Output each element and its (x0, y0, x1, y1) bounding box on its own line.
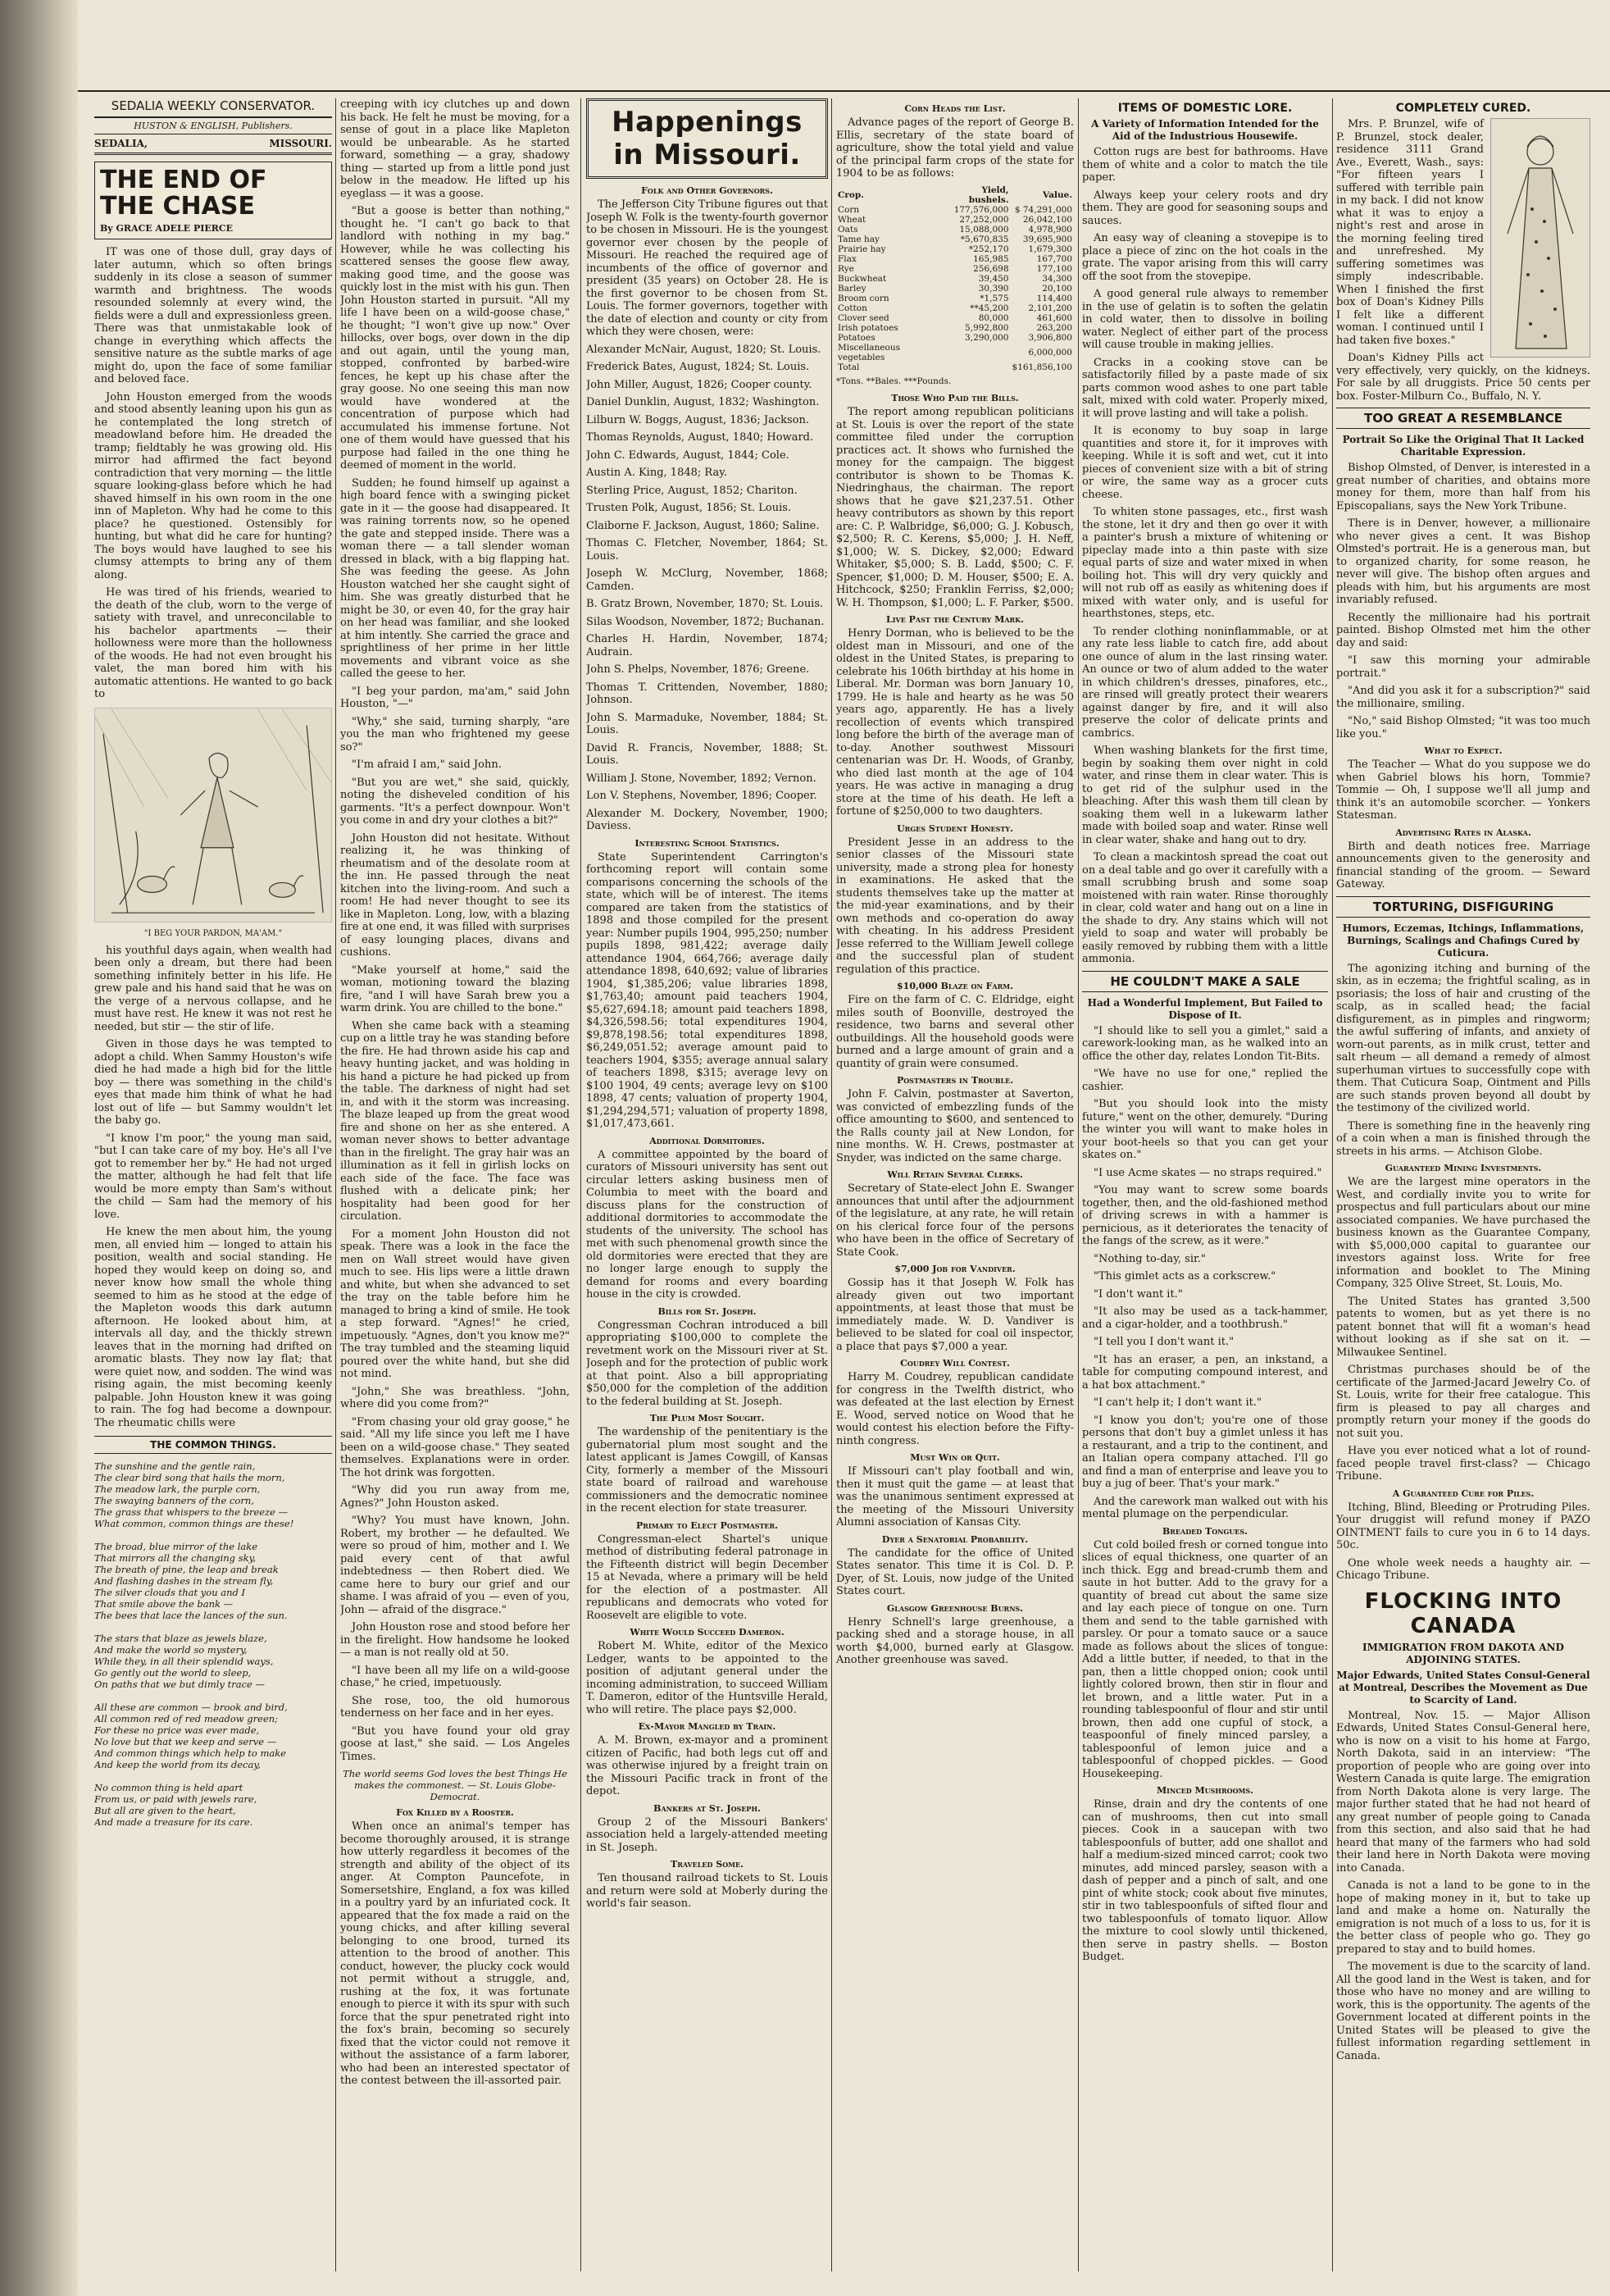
article-paragraph: A committee appointed by the board of curators of Missouri university has sent out circular letters asking business men of Columbia to meet with the board and discuss plans for the construction of additional dormitories to accommodate the students of the university. The school has met with such phenomenal growth since the old dormitories were erected that they are no longer large enough to supply the demand for rooms and every boarding house in the city is crowded. (586, 1148, 828, 1301)
sale-paragraph: "I tell you I don't want it." (1094, 1336, 1235, 1348)
article-heading: Will Retain Several Clerks. (887, 1169, 1023, 1180)
article-paragraph: Frederick Bates, August, 1824; St. Louis. (586, 361, 810, 373)
ad-paragraph: Mrs. P. Brunzel, wife of P. Brunzel, stock dealer, residence 3111 Grand Ave., Everett, Wash., says: "For fifteen years I suffered with terrible pain in my back. I did not know what it was to enjoy a night's rest and arose in the morning feeling tired and unrefreshed. My suffering sometimes was simply indescribable. When I finished the first box of Doan's Kidney Pills I felt like a different woman. I continued until I had taken five boxes." (1336, 118, 1484, 347)
article-paragraph: Advance pages of the report of George B. Ellis, secretary of the state board of agriculture, show the total yield and value of the principal farm crops of the state for 1904 to be as follows: (836, 116, 1074, 180)
crop-cell: 39,450 (978, 273, 1009, 284)
story-paragraph: IT was one of those dull, gray days of later autumn, which so often brings suddenly in its close a season of summer warmth and brightness. The woods resounded solemnly at every wind, the fields were a dull and expressionless green. There was that unmistakable look of change in everything which affects the sensitive nature as the subtle marks of age might do, upon the face of some familiar and beloved face. (94, 246, 332, 385)
article-paragraph: Trusten Polk, August, 1856; St. Louis. (586, 502, 792, 514)
story-paragraph: "I have been all my life on a wild-goose chase," he cried, impetuously. (340, 1664, 570, 1689)
article-heading: Traveled Some. (671, 1859, 744, 1870)
crop-cell: 20,100 (1042, 283, 1072, 294)
resemblance-paragraph: Bishop Olmsted, of Denver, is interested in a great number of charities, and obtains more money for them, more than half from his Episcopalians, says the New York Tribune. (1336, 462, 1590, 512)
article-paragraph: Alexander M. Dockery, November, 1900; Daviess. (586, 807, 828, 832)
story-paragraph: his youthful days again, when wealth had been only a dream, but there had been something infinitely better in his life. He grew pale and his hand said that he was on the verge of a nervous collapse, and he must have rest. He knew it was not rest he needed, but stir — the stir of life. (94, 944, 332, 1033)
story-paragraph: For a moment John Houston did not speak. There was a look in the face the men on Wall street would have given much to see. His lips were a little drawn and white, but when she advanced to set the tray on the table before him he managed to bring a kind of smile. He took a step forward. "Agnes!" he cried, impetuously. "Agnes, don't you know me?" The tray tumbled and the steaming liquid poured over the white hand, but she did not mind. (340, 1228, 570, 1380)
article-heading: Advertising Rates in Alaska. (1395, 827, 1531, 838)
article-paragraph: Fire on the farm of C. C. Eldridge, eight miles south of Boonville, destroyed the residence, two barns and several other outbuildings. All the household goods were burned and a large amount of grain and a quantity of grain were consumed. (836, 994, 1074, 1070)
domestic-lore-list (1082, 146, 1328, 966)
sayings-quote: The world seems God loves the best Things He makes the commonest. — St. Louis Globe-Democrat. (343, 1768, 567, 1802)
sale-paragraph: And the carework man walked out with his mental plumage on the perpendicular. (1082, 1495, 1328, 1520)
flocking-heading: FLOCKING INTO CANADA (1364, 1588, 1562, 1638)
section-banner-box (586, 98, 828, 179)
resemblance-paragraph: "No," said Bishop Olmsted; "it was too much like you." (1336, 715, 1590, 740)
lore-paragraph: When washing blankets for the first time, begin by soaking them over night in cold water, and rinse them in clear water. This is to get rid of the sulphur used in the bleaching. After this wash them till clean by soaking them well in a lukewarm lather made with boiled soap and water. Rinse well in clear water, shake and hang out to dry. (1082, 745, 1328, 846)
crop-col-header: Value. (1043, 189, 1072, 200)
recipe-paragraph: Rinse, drain and dry the contents of one can of mushrooms, then cut into small pieces. Cook in a saucepan with two tablespoonfuls of butter, add one shallot and half a medium-sized minced carrot; cook two minutes, add minced parsley, season with a dash of pepper and a pinch of salt, and one pint of white stock; cook about five minutes, stir in two tablespoonfuls of sifted flour and two tablespoonfuls of tomato liquor. Allow the mixture to cool slowly until thickened, then serve in pastry shells. — Boston Budget. (1082, 1798, 1328, 1963)
column-rule (335, 98, 336, 2271)
article-heading: Ex-Mayor Mangled by Train. (638, 1721, 776, 1732)
crop-cell: Cotton (838, 303, 867, 313)
crop-cell: Wheat (838, 214, 866, 225)
article-heading: Corn Heads the List. (904, 103, 1006, 114)
crop-table (836, 185, 1074, 372)
article-heading: $10,000 Blaze on Farm. (897, 981, 1013, 991)
lore-paragraph: A good general rule always to remember in the use of gelatin is to soften the gelatin in cold water, then to dissolve in boiling water. Neglect of either part of the process will cause trouble in making jellies. (1082, 288, 1328, 351)
story-title-box (94, 162, 332, 239)
crop-cell: 5,992,800 (965, 322, 1009, 333)
crop-cell: $ 74,291,000 (1014, 204, 1072, 215)
crop-cell: Tame hay (838, 234, 880, 244)
missouri-news-list (586, 185, 828, 1911)
article-heading: Interesting School Statistics. (634, 837, 780, 849)
article-paragraph: The candidate for the office of United States senator. This time it is Col. D. P. Dyer, of St. Louis, now judge of the United States court. (836, 1547, 1074, 1597)
column-6 (1336, 98, 1590, 2271)
crop-cell: 256,698 (973, 263, 1009, 274)
crop-cell: 177,100 (1036, 263, 1072, 274)
crop-cell (940, 343, 1010, 362)
woman-with-geese-illustration (95, 708, 331, 922)
article-heading: The Plum Most Sought. (649, 1413, 765, 1424)
article-heading: Postmasters in Trouble. (896, 1075, 1014, 1086)
dateline (94, 134, 332, 155)
crop-row (836, 274, 1074, 284)
story-paragraph: "Make yourself at home," said the woman, motioning toward the blazing fire, "and I will have Sarah brew you a warm drink. You are chilled to the bone." (340, 963, 570, 1014)
lore-paragraph: To render clothing noninflammable, or at any rate less liable to catch fire, add about one ounce of alum in the last rinsing water. An ounce or two of alum added to the water in which children's dresses, pinafores, etc., are rinsed will greatly protect their wearers against danger by fire, and it will also preserve the color of delicate prints and cambrics. (1082, 625, 1328, 740)
story-paragraph: "I beg your pardon, ma'am," said John Houston, "—" (340, 685, 570, 710)
article-heading: $7,000 Job for Vandiver. (894, 1264, 1016, 1274)
sale-paragraph: "I don't want it." (1094, 1287, 1183, 1301)
resemblance-story (1336, 462, 1590, 740)
story-paragraph: "I know I'm poor," the young man said, "but I can take care of my boy. He's all I've got to remember her by." He had not urged the matter, although he had felt that life would be more empty than Sam's without the child — Sam had the memory of his love. (94, 1132, 332, 1221)
article-heading: Glasgow Greenhouse Burns. (886, 1602, 1024, 1614)
story-paragraph: "I'm afraid I am," said John. (352, 758, 502, 771)
story-title: THE END OF THE CHASE (100, 166, 267, 221)
cured-heading: COMPLETELY CURED. (1395, 102, 1531, 115)
sale-paragraph: "It has an eraser, a pen, an inkstand, a table for computing compound interest, and a hat box attachment." (1082, 1353, 1328, 1392)
crop-cell: Oats (838, 224, 858, 235)
crop-row (836, 323, 1074, 333)
crop-row (836, 343, 1074, 362)
flocking-deck: IMMIGRATION FROM DAKOTA AND ADJOINING STATES. (1362, 1641, 1564, 1665)
sale-paragraph: "This gimlet acts as a corkscrew." (1094, 1270, 1276, 1282)
column-4 (836, 98, 1074, 2271)
crop-cell: 27,252,000 (959, 214, 1009, 225)
article-paragraph: There is something fine in the heavenly ring of a coin when a man is finished through the streets in his arms. — Atchison Globe. (1336, 1119, 1590, 1158)
story-paragraph: John Houston rose and stood before her in the firelight. How handsome he looked — a man is not really old at 50. (340, 1621, 570, 1659)
story-paragraph: "Why? You must have known, John. Robert, my brother — he defaulted. We were so proud of him, mother and I. We paid every cent of that awful indebtedness — then Robert died. We came here to bury our grief and our shame. I was afraid of you — even of you, John — afraid of the disgrace." (340, 1515, 570, 1616)
article-paragraph: Henry Dorman, who is believed to be the oldest man in Missouri, and one of the oldest in the United States, is preparing to celebrate his 106th birthday at his home in Liberal. Mr. Dorman was born January 10, 1799. He is hale and hearty as he was 50 years ago, apparently. He has a lively recollection of events which transpired long before the birth of the average man of to-day. Another southwest Missouri centenarian was Dr. H. Woods, of Granby, who died last month at the age of 104 years. He was active in managing a drug store at the time of his death. He left a fortune of $250,000 to two daughters. (836, 627, 1074, 818)
article-heading: Fox Killed by a Rooster. (396, 1807, 514, 1818)
article-paragraph: Christmas purchases should be of the certificate of the Jarmed-Jacard Jewelry Co. of St. Louis, write for their free catalogue. This firm is pleased to pay all charges and promptly return your money if the goods do not suit you. (1336, 1364, 1590, 1440)
crop-cell: 39,695,900 (1022, 234, 1072, 244)
crop-row (836, 244, 1074, 254)
missouri-news-list-2 (836, 393, 1074, 1667)
article-paragraph: Congressman Cochran introduced a bill appropriating $100,000 to complete the revetment work on the Missouri river at St. Joseph and for the protection of public work at that point. Also a bill appropriating $50,000 for the completion of the addition to the federal building at St. Joseph. (586, 1319, 828, 1408)
domestic-lore-deck: A Variety of Information Intended for the Aid of the Industrious Housewife. (1091, 118, 1319, 142)
story-paragraph: Given in those days he was tempted to adopt a child. When Sammy Houston's wife died he had made a high bid for the little boy — there was something in the child's eyes that made him think of what he had lost out of life — but Sammy wouldn't let the baby go. (94, 1038, 332, 1127)
article-paragraph: The movement is due to the scarcity of land. All the good land in the West is taken, and for those who have no money and are willing to work, this is the opportunity. The agents of the Government located at different points in the United States will be pleased to give the fullest information regarding settlement in Canada. (1336, 1961, 1590, 2062)
crop-cell: 6,000,000 (1028, 347, 1072, 358)
crop-row (836, 235, 1074, 244)
recipe-heading: Breaded Tongues. (1162, 1525, 1248, 1537)
crop-row (836, 205, 1074, 215)
domestic-lore-title: ITEMS OF DOMESTIC LORE. (1117, 102, 1293, 115)
crop-cell: 80,000 (978, 312, 1009, 323)
article-paragraph: Charles H. Hardin, November, 1874; Audrain. (586, 633, 828, 658)
crop-cell: $161,856,100 (1012, 362, 1072, 372)
article-heading: Folk and Other Governors. (641, 185, 773, 196)
article-paragraph: The report among republican politicians at St. Louis is over the report of the state committee filed under the corruption practices act. It shows who furnished the money for the campaign. The biggest contributor is shown to be Thomas K. Niedringhaus, the chairman. The report shows that he gave $21,237.51. Other heavy contributors as shown by this report are: C. P. Walbridge, $6,000; G. J. Kobusch, $2,500; R. C. Kerens, $5,000; J. H. Neff, $1,000; W. S. Dickey, $2,000; Edward Whitaker, $5,000; S. B. Ladd, $500; C. F. Spencer, $1,000; D. M. Houser, $500; E. A. Hitchcock, $250; Franklin Ferriss, $2,000; W. H. Thompson, $1,000; L. F. Parker, $500. (836, 406, 1074, 609)
crop-row (836, 362, 1074, 372)
crop-cell: Prairie hay (838, 244, 886, 254)
article-paragraph: Canada is not a land to be gone to in the hope of making money in it, but to take up land and make a home on. Naturally the emigration is not much of a loss to us, for it is the better class of people who go. They go prepared to stay and to build homes. (1336, 1879, 1590, 1956)
crop-cell: Rye (838, 263, 854, 274)
story-paragraph: Sudden; he found himself up against a high board fence with a swinging picket gate in it — the goose had disappeared. It was raining torrents now, so he opened the gate and stepped inside. There was a woman there — a tall slender woman dressed in black, with a big flapping hat. She was feeding the geese. As John Houston watched her she caught sight of him. She was greatly disturbed that he might be 30, or even 40, for the gray hair on her head was familiar, and she looked at him intently. She carried the grace and sprightliness of her prime in her little movements and vibrant voice as she called the geese to her. (340, 476, 570, 680)
crop-cell: Buckwheat (838, 273, 887, 284)
crop-cell: Potatoes (838, 332, 875, 343)
lore-paragraph: Cracks in a cooking stove can be satisfactorily filled by a paste made of six parts common wood ashes to one part table salt, mixed with cold water. Properly mixed, it will prove lasting and will take a polish. (1082, 356, 1328, 420)
article-paragraph: Silas Woodson, November, 1872; Buchanan. (586, 615, 825, 628)
lore-paragraph: An easy way of cleaning a stovepipe is to place a piece of zinc on the hot coals in the grate. The vapor arising from this will carry off the soot from the stovepipe. (1082, 232, 1328, 283)
story-paragraph: "Why," she said, turning sharply, "are you the man who frightened my geese so?" (340, 715, 570, 754)
lore-paragraph: To clean a mackintosh spread the coat out on a deal table and go over it carefully with a small scrubbing brush and some soap moistened with rain water. Rinse thoroughly in clear, cold water and hang out on a line in the shade to dry. Any stains which will not yield to soap and water will probably be easily removed by rubbing them with a little ammonia. (1082, 851, 1328, 965)
crop-cell: 34,300 (1042, 273, 1072, 284)
crop-cell: 263,200 (1036, 322, 1072, 333)
column-1 (94, 98, 332, 2271)
column-rule (1332, 98, 1333, 2271)
dateline-state: MISSOURI. (269, 138, 332, 149)
article-heading: Bills for St. Joseph. (657, 1305, 757, 1317)
article-heading: White Would Succeed Dameron. (630, 1627, 785, 1638)
article-paragraph: Thomas T. Crittenden, November, 1880; Johnson. (586, 681, 828, 706)
article-paragraph: Birth and death notices free. Marriage announcements given to the generosity and financial standing of the groom. — Seward Gateway. (1336, 840, 1590, 891)
article-paragraph: A. M. Brown, ex-mayor and a prominent citizen of Pacific, had both legs cut off and was otherwise injured by a freight train on the Missouri Pacific track in front of the depot. (586, 1734, 828, 1797)
story-paragraph: "John," She was breathless. "John, where did you come from?" (340, 1385, 570, 1410)
resemblance-heading: TOO GREAT A RESEMBLANCE (1336, 408, 1590, 429)
story-paragraph: creeping with icy clutches up and down his back. He felt he must be moving, for a sense of gout in a place like Mapleton would be unbearable. As he started forward, something — a gray, shadowy thing — started up from a little pond just below in the meadow. He lifted up his eyeglass — it was a goose. (340, 98, 570, 200)
article-heading: Primary to Elect Postmaster. (635, 1519, 778, 1531)
sale-paragraph: "Nothing to-day, sir." (1094, 1252, 1206, 1265)
crop-cell: Clover seed (838, 312, 889, 323)
story-paragraph: "But you have found your old gray goose at last," she said. — Los Angeles Times. (340, 1724, 570, 1763)
column-rule (831, 98, 832, 2271)
article-paragraph: The Teacher — What do you suppose we do when Gabriel blows his horn, Tommie? Tommie — Oh, I suppose we'll all jump and think it's an automobile scorcher. — Yonkers Statesman. (1336, 758, 1590, 822)
sale-deck: Had a Wonderful Implement, But Failed to Dispose of It. (1087, 996, 1323, 1021)
sale-paragraph: "I can't help it; I don't want it." (1094, 1396, 1262, 1409)
article-heading: Additional Dormitories. (649, 1135, 765, 1146)
crop-cell: 165,985 (973, 253, 1009, 264)
crop-row (836, 313, 1074, 323)
sale-paragraph: "I know you don't; you're one of those persons that don't buy a gimlet unless it has a restaurant, and a trip to the continent, and an Italian opera company attached. I'll go and find a man of enterprise and leave you to buy a jug of beer. That's your mark." (1082, 1414, 1328, 1490)
crop-row (836, 225, 1074, 235)
article-paragraph: Montreal, Nov. 15. — Major Allison Edwards, United States Consul-General here, who is now on a visit to his home at Fargo, North Dakota, said in an interview: "The proportion of people who are going over into Western Canada is quite large. The emigration from North Dakota alone is very large. The major further stated that he had not heard of any great number of people going to Canada from this section, and also said that he had heard that many of the farmers who had sold their land here in North Dakota were moving into Canada. (1336, 1709, 1590, 1875)
article-paragraph: Ten thousand railroad tickets to St. Louis and return were sold at Moberly during the world's fair season. (586, 1872, 828, 1910)
article-paragraph: John S. Phelps, November, 1876; Greene. (586, 663, 810, 676)
crop-cell: 4,978,900 (1028, 224, 1072, 235)
story-paragraph: "But a goose is better than nothing," thought he. "I can't go back to that landlord with nothing in my bag." However, while he was collecting his scattered senses the goose flew away, making good time, and the goose was quickly lost in the mist with his gun. Then John Houston started in pursuit. "All my life I have been on a wild-goose chase," he thought; "I won't give up now." Over hillocks, over bogs, over down in the dip and out again, until the young man, stopped, confronted by barbed-wire fences, he kept up his chase after the gray goose. No one seeing this man now would have wondered at the concentration of purpose which had accumulated his immense fortune. Not one of them would have guessed that his purpose had failed in the one thing he deemed of moment in the world. (340, 205, 570, 472)
crop-cell: Broom corn (838, 293, 889, 303)
recipe-paragraph: Cut cold boiled fresh or corned tongue into slices of equal thickness, one quarter of an inch thick. Egg and bread-crumb them and saute in hot butter. Add to the gravy for a quantity of bread cut about the same size and lay each piece of tongue on one. Turn them and send to the table garnished with parsley. Or pour a tomato sauce or a sauce made as follows about the slices of tongue: Add a little butter, if needed, to that in the pan, then a little chopped onion; cook until lightly colored brown, then stir in flour and let brown, and a little water. Put in a rounding tablespoonful of flour and stir until brown, then add one cupful of stock, a teaspoonful of finely minced parsley, a tablespoonful of lemon juice and a tablespoonful of chopped pickles. — Good Housekeeping. (1082, 1538, 1328, 1780)
crop-cell: *1,575 (980, 293, 1009, 303)
crop-cell: 167,700 (1036, 253, 1072, 264)
story-paragraph: "Why did you run away from me, Agnes?" John Houston asked. (340, 1484, 570, 1510)
story-paragraph: "From chasing your old gray goose," he said. "All my life since you left me I have been on a wild-goose chase." They seated themselves. Explanations were in order. The hot drink was forgotten. (340, 1415, 570, 1479)
crop-row (836, 215, 1074, 225)
ad-paragraph: Itching, Blind, Bleeding or Protruding Piles. Your druggist will refund money if PAZO OINTMENT fails to cure you in 6 to 14 days. 50c. (1336, 1501, 1590, 1551)
article-paragraph: One whole week needs a haughty air. — Chicago Tribune. (1336, 1556, 1590, 1582)
article-paragraph: Daniel Dunklin, August, 1832; Washington. (586, 396, 820, 408)
article-paragraph: Group 2 of the Missouri Bankers' association held a largely-attended meeting in St. Joseph. (586, 1815, 828, 1854)
article-paragraph: B. Gratz Brown, November, 1870; St. Louis. (586, 598, 824, 610)
article-paragraph: State Superintendent Carrington's forthcoming report will contain some comparisons concerning the schools of the state, which will be of interest. The items compared are taken from the statistics of 1898 and those compiled for the present year: Number pupils 1904, 995,250; number pupils 1898, 981,422; average daily attendance 1904, 664,766; average daily attendance 1898, 640,692; value of libraries 1904, $1,385,206; value libraries 1898, $1,763,40; amount paid teachers 1904, $5,627,694.18; amount paid teachers 1898, $4,326,598.56; total expenditures 1904, $9,878,198.56; total expenditures 1898, $6,249,051.52; average amount paid to teachers 1904, $355; average annual salary of teachers 1898, $315; average levy on $100 1904, 49 cents; average levy on $100 1898, 47 cents; valuation of property 1904, $1,294,294,571; valuation of property 1898, $1,017,473,661. (586, 850, 828, 1130)
story-paragraph: He was tired of his friends, wearied to the death of the club, worn to the verge of satiety with travel, and unreconcilable to his bachelor apartments — their hollowness were more than the hollowness of the woods. He had not even brought his valet, the man bored him with his automatic attentions. He wanted to go back to (94, 586, 332, 700)
article-paragraph: When once an animal's temper has become thoroughly aroused, it is strange how utterly regardless it becomes of the strength and ability of the object of its anger. At Compton Pauncefote, in Somersetshire, England, a fox was killed in a poultry yard by an infuriated cock. It appeared that the fox made a raid on the young chicks, and after killing several belonging to one brood, turned its attention to the brood of another. This conduct, however, the plucky cock would not permit without a struggle, and, rushing at the fox, it was fortunate enough to pierce it with its spur with such force that the spur penetrated right into the fox's brain, becoming so securely fixed that the victor could not remove it without the assistance of a farm laborer, who had been an interested spectator of the contest between the ill-assorted pair. (340, 1820, 570, 2087)
article-paragraph: The United States has granted 3,500 patents to women, but as yet there is no patent bonnet that will fit a woman's head without looking as if she sat on it. — Milwaukee Sentinel. (1336, 1295, 1590, 1359)
illustration-caption: "I BEG YOUR PARDON, MA'AM." (143, 928, 283, 938)
sale-paragraph: "You may want to screw some boards together, then, and the old-fashioned method of driving screws in with a hammer is pernicious, as it deteriorates the tenacity of the fangs of the screw, as it were." (1082, 1184, 1328, 1247)
column-2 (340, 98, 570, 2271)
crop-col-header: Yield, bushels. (968, 184, 1009, 205)
poem-heading: THE COMMON THINGS. (94, 1436, 332, 1454)
resemblance-paragraph: "I saw this morning your admirable portrait." (1336, 654, 1590, 680)
story-paragraph: "But you are wet," she said, quickly, noting the disheveled condition of his garments. "It's a perfect downpour. Won't you come in and dry your clothes a bit?" (340, 776, 570, 827)
story-paragraph: John Houston did not hesitate. Without realizing it, he was thinking of rheumatism and of the desolate room at the inn. He passed through the neat kitchen into the living-room. And such a room! He had never thought to see its like in Mapleton. Long, low, with a blazing fire at one end, it was filled with surprises of easy lounging places, divans and cushions. (340, 831, 570, 959)
article-paragraph: John C. Edwards, August, 1844; Cole. (586, 449, 789, 462)
crop-cell: 114,400 (1036, 293, 1072, 303)
crop-cell: 2,101,200 (1028, 303, 1072, 313)
article-paragraph: Thomas Reynolds, August, 1840; Howard. (586, 431, 814, 444)
article-paragraph: Congressman-elect Shartel's unique method of distributing federal patronage in the Fifteenth district will begin December 15 at Nevada, where a primary will be held for the election of a postmaster. All republicans and democrats who voted for Roosevelt are eligible to vote. (586, 1533, 828, 1622)
crop-cell: Total (838, 362, 860, 372)
crop-cell: 3,906,800 (1028, 332, 1072, 343)
recipe-heading: Minced Mushrooms. (1157, 1785, 1253, 1796)
crop-cell: Flax (838, 253, 857, 264)
article-paragraph: David R. Francis, November, 1888; St. Louis. (586, 741, 828, 767)
article-paragraph: Robert M. White, editor of the Mexico Ledger, wants to be appointed to the position of adjutant general under the incoming administration, to succeed William T. Dameron, editor of the Huntsville Herald, who will retire. The place pays $2,000. (586, 1640, 828, 1716)
column-rule (580, 98, 581, 2271)
article-paragraph: If Missouri can't play football and win, then it must quit the game — at least that was the unanimous sentiment expressed at the meeting of the Missouri University Alumni association of Kansas City. (836, 1465, 1074, 1528)
crop-table-header (836, 185, 1074, 205)
column-rule (1078, 98, 1079, 2271)
article-heading: A Guaranteed Cure for Piles. (1392, 1487, 1535, 1499)
crop-cell: *252,170 (968, 244, 1009, 254)
article-heading: Coudrey Will Contest. (900, 1358, 1010, 1369)
sale-heading: HE COULDN'T MAKE A SALE (1082, 971, 1328, 992)
crop-row (836, 333, 1074, 343)
crop-cell: Barley (838, 283, 866, 294)
crop-note: *Tons. **Bales. ***Pounds. (836, 376, 952, 386)
lore-paragraph: Cotton rugs are best for bathrooms. Have them of white and a color to match the tile paper. (1082, 146, 1328, 184)
publishers-line: HUSTON & ENGLISH, Publishers. (134, 121, 293, 131)
crop-col-header: Crop. (838, 189, 864, 200)
ad-paragraph: We are the largest mine operators in the West, and cordially invite you to write for prospectus and full particulars about our mine associated companies. We have purchased the business known as the Guarantee Company, with $5,000,000 capital to guarantee our investors against loss. Write for free information and booklet to The Mining Company, 325 Olive Street, St. Louis, Mo. (1336, 1176, 1590, 1290)
article-paragraph: Lon V. Stephens, November, 1896; Cooper. (586, 790, 817, 802)
crop-cell: 15,088,000 (959, 224, 1009, 235)
story-paragraph: John Houston emerged from the woods and stood absently leaning upon his gun as he contemplated the long stretch of meadowland before him. He dreaded the tramp; fieldtably he was growing old. His mirror had affirmed the fact beyond contradiction that very morning — the little square looking-glass before which he had shaved himself in his own room in the one inn of Mapleton. Why had he come to this place? he questioned. Ostensibly for hunting, but what did he care for hunting? The boys would have laughed to see his clumsy attempts to bring any of them along. (94, 390, 332, 581)
crop-cell: 26,042,100 (1022, 214, 1072, 225)
article-paragraph: President Jesse in an address to the senior classes of the Missouri state university, made a strong plea for honesty in examinations. He asked that the students themselves take up the matter at the mid-year examinations, and by their own methods and co-operation do away with cheating. In his address President Jesse referred to the William Jewell college and the successful plan of student regulation of this practice. (836, 836, 1074, 976)
article-paragraph: Claiborne F. Jackson, August, 1860; Saline. (586, 519, 820, 532)
article-paragraph: Harry M. Coudrey, republican candidate for congress in the Twelfth district, who was defeated at the last election by Ernest E. Wood, served notice on Wood that he would contest his election before the Fifty-ninth congress. (836, 1371, 1074, 1447)
sale-paragraph: "It also may be used as a tack-hammer, and a cigar-holder, and a toothbrush." (1082, 1305, 1328, 1331)
article-paragraph: Have you ever noticed what a lot of round-faced people travel first-class? — Chicago Tribune. (1336, 1445, 1590, 1483)
article-paragraph: Lilburn W. Boggs, August, 1836; Jackson. (586, 413, 810, 426)
article-paragraph: Sterling Price, August, 1852; Chariton. (586, 484, 798, 497)
lore-paragraph: Always keep your celery roots and dry them. They are good for seasoning soups and sauces. (1082, 189, 1328, 227)
article-paragraph: Alexander McNair, August, 1820; St. Louis. (586, 343, 821, 356)
flocking-deck-2: Major Edwards, United States Consul-General at Montreal, Describes the Movement as Due to Scarcity of Land. (1336, 1669, 1590, 1706)
sale-paragraph: "We have no use for one," replied the cashier. (1082, 1068, 1328, 1093)
article-heading: Urges Student Honesty. (897, 822, 1013, 834)
crop-row (836, 294, 1074, 303)
resemblance-paragraph: Recently the millionaire had his portrait painted. Bishop Olmsted met him the other day and said: (1336, 611, 1590, 649)
story-paragraph: She rose, too, the old humorous tenderness on her face and in her eyes. (340, 1694, 570, 1720)
crop-cell: Corn (838, 204, 860, 215)
article-paragraph: Joseph W. McClurg, November, 1868; Camden. (586, 567, 828, 593)
section-banner: Happenings in Missouri. (612, 106, 803, 171)
top-rule (78, 90, 1610, 92)
article-paragraph: John Miller, August, 1826; Cooper county. (586, 378, 812, 391)
crop-row (836, 254, 1074, 264)
article-heading: Live Past the Century Mark. (886, 614, 1024, 625)
article-paragraph: Gossip has it that Joseph W. Folk has already given out two important appointments, at least those that must be immediately made. W. D. Vandiver is believed to be slated for coal oil inspector, a place that pays $7,000 a year. (836, 1277, 1074, 1353)
article-heading: Bankers at St. Joseph. (653, 1802, 761, 1814)
crop-cell: 461,600 (1036, 312, 1072, 323)
article-paragraph: John S. Marmaduke, November, 1884; St. Louis. (586, 711, 828, 736)
article-paragraph: Henry Schnell's large greenhouse, a packing shed and a storage house, in all worth $4,000, burned early at Glasgow. Another greenhouse was saved. (836, 1615, 1074, 1666)
story-paragraph: He knew the men about him, the young men, all envied him — longed to attain his position, wealth and social standing. He hoped they would keep on doing so, and never know how small the whole thing seemed to him as he stood at the edge of the Mapleton woods this dark autumn afternoon. He looked about him, at intervals all day, and the thickly strewn leaves that in the morning had drifted on aromatic blasts. They now lay flat; that were quiet now, and sodden. The wind was rising again, the mist becoming keenly palpable. John Houston knew it was going to rain. The fog had become a downpour. The rheumatic chills were (94, 1226, 332, 1429)
lore-paragraph: It is economy to buy soap in large quantities and store it, for it improves with keeping. While it is soft and wet, cut it into pieces of convenient size with a bit of string or wire, the same way as a grocer cuts cheese. (1082, 425, 1328, 501)
article-heading: Dyer a Senatorial Probability. (881, 1533, 1029, 1545)
torture-deck: Humors, Eczemas, Itchings, Inflammations, Burnings, Scalings and Chafings Cured by Cuticura. (1342, 922, 1585, 959)
crop-row (836, 264, 1074, 274)
woman-portrait-illustration (1490, 118, 1590, 358)
crop-cell: 30,390 (978, 283, 1009, 294)
crop-cell: 1,679,300 (1028, 244, 1072, 254)
story-illustration (94, 708, 332, 922)
sale-story (1082, 1025, 1328, 1521)
crop-cell: **45,200 (970, 303, 1009, 313)
column-5 (1082, 98, 1328, 2271)
crop-cell: Miscellaneous vegetables (838, 342, 901, 362)
column-3 (586, 98, 828, 2271)
sale-paragraph: "I should like to sell you a gimlet," said a carework-looking man, as he walked into an office the other day, relates London Tit-Bits. (1082, 1024, 1328, 1063)
article-paragraph: William J. Stone, November, 1892; Vernon. (586, 772, 816, 785)
article-heading: Those Who Paid the Bills. (891, 393, 1019, 403)
sale-paragraph: "But you should look into the misty future," went on the other, demurely. "During the winter you will want to make holes in your boot-heels so that you can get your skates on." (1082, 1098, 1328, 1161)
crop-cell: Irish potatoes (838, 322, 898, 333)
resemblance-deck: Portrait So Like the Original That It Lacked Charitable Expression. (1342, 434, 1585, 458)
lore-paragraph: To whiten stone passages, etc., first wash the stone, let it dry and then go over it with a painter's brush a mixture of whitening or pipeclay made into a thin paste with size equal parts of size and water mixed in when boiling hot. This will dry very quickly and will not rub off as easily as whitening does if mixed with water only, and is useful for hearthstones, steps, etc. (1082, 506, 1328, 620)
sale-paragraph: "I use Acme skates — no straps required." (1094, 1166, 1322, 1179)
crop-row (836, 284, 1074, 294)
poem-text: The sunshine and the gentle rain, The clear bird song that hails the morn, The meadow lark, the purple corn, The swaying banners of the corn, The grass that whispers to the breeze — What common, common things are these! The broad, blue mirror of the lake That mirrors all the changing sky, The breath of pine, the leap and break And flashing dashes in the stream fly, The silver clouds that you and I That smile above the bank — The bees that lace the lances of the sun. The stars that blaze as jewels blaze, And make the world so mystery, While they, in all their splendid ways, Go gently out the world to sleep, On paths that we but dimly trace — All these are common — brook and bird, All common red of red meadow green; For these no price was ever made, No love but that we keep and serve — And common things which help to make And keep the world from its decay, No common thing is held apart From us, or paid with jewels rare, But all are given to the heart, And made a treasure for its care. (94, 1460, 294, 1828)
article-paragraph: The Jefferson City Tribune figures out that Joseph W. Folk is the twenty-fourth governor to be chosen in Missouri. He is the youngest governor ever chosen by the people of Missouri. He reached the required age of incumbents of the office of governor and president (35 years) on October 28. He is the first governor to be chosen from St. Louis. The former governors, together with the date of election and county or city from which they were chosen, were: (586, 198, 828, 338)
resemblance-paragraph: There is in Denver, however, a millionaire who never gives a cent. It was Bishop Olmsted's portrait. He is a generous man, but to organized charity, for some reason, he never will give. The bishop often argues and pleads with him, but his arguments are most invariably refused. (1336, 517, 1590, 606)
torture-heading: TORTURING, DISFIGURING (1336, 896, 1590, 918)
article-paragraph: Austin A. King, 1848; Ray. (586, 467, 727, 479)
article-heading: Must Win or Quit. (910, 1452, 1000, 1463)
crop-cell: 3,290,000 (965, 332, 1009, 343)
article-paragraph: Thomas C. Fletcher, November, 1864; St. Louis. (586, 537, 828, 563)
crop-row (836, 303, 1074, 313)
portrait-drawing (1491, 119, 1590, 357)
article-paragraph: John F. Calvin, postmaster at Saverton, was convicted of embezzling funds of the office amounting to $600, and sentenced to the Ralls county jail at New London, for nine months. W. H. Crews, postmaster at Snyder, was indicted on the same charge. (836, 1088, 1074, 1164)
story-byline: By GRACE ADELE PIERCE (100, 223, 234, 234)
page-binding-shadow (0, 0, 78, 2296)
story-paragraph: When she came back with a steaming cup on a little tray he was standing before the fire. He had thrown aside his cap and heavy hunting jacket, and was holding in his hand a picture he had picked up from the table. The darkness of night had set in, and with it the storm was increasing. The blaze leaped up from the great wood fire and shone on her as she entered. A woman never shows to better advantage than in the firelight. The gray hair was an illumination as it fell in girlish locks on each side of the face. The face was flushed with a delicate pink; her hospitality had been good for her circulation. (340, 1019, 570, 1223)
article-heading: Guaranteed Mining Investments. (1385, 1163, 1542, 1173)
ad-paragraph: The agonizing itching and burning of the skin, as in eczema; the frightful scaling, as in psoriasis; the loss of hair and crusting of the scalp, as in scalled head; the facial disfigurement, as in pimples and ringworm; the awful suffering of infants, and anxiety of worn-out parents, as in milk crust, tetter and salt rheum — all demand a remedy of almost superhuman virtues to successfully cope with them. That Cuticura Soap, Ointment and Pills are such stands proven beyond all doubt by the testimony of the civilized world. (1336, 962, 1590, 1114)
dateline-city: SEDALIA, (94, 138, 148, 149)
crop-cell: 177,576,000 (953, 204, 1009, 215)
crop-cell: *5,670,835 (960, 234, 1009, 244)
resemblance-paragraph: "And did you ask it for a subscription?" said the millionaire, smiling. (1336, 685, 1590, 710)
crop-cell (940, 362, 1010, 372)
article-paragraph: The wardenship of the penitentiary is the gubernatorial plum most sought and the latest applicant is James Cowgill, of Kansas City, formerly a member of the Missouri state board of railroad and warehouse commissioners and the democratic nominee in the recent election for state treasurer. (586, 1426, 828, 1515)
article-heading: What to Expect. (1424, 745, 1503, 756)
ad-paragraph: Doan's Kidney Pills act very effectively, very quickly, on the kidneys. For sale by all druggists. Price 50 cents per box. Foster-Milburn Co., Buffalo, N. Y. (1336, 352, 1590, 403)
masthead-title: SEDALIA WEEKLY CONSERVATOR. (94, 98, 332, 118)
article-paragraph: Secretary of State-elect John E. Swanger announces that until after the adjournment of the legislature, at any rate, he will retain on his clerical force four of the persons who have been in the office of Secretary of State Cook. (836, 1182, 1074, 1259)
